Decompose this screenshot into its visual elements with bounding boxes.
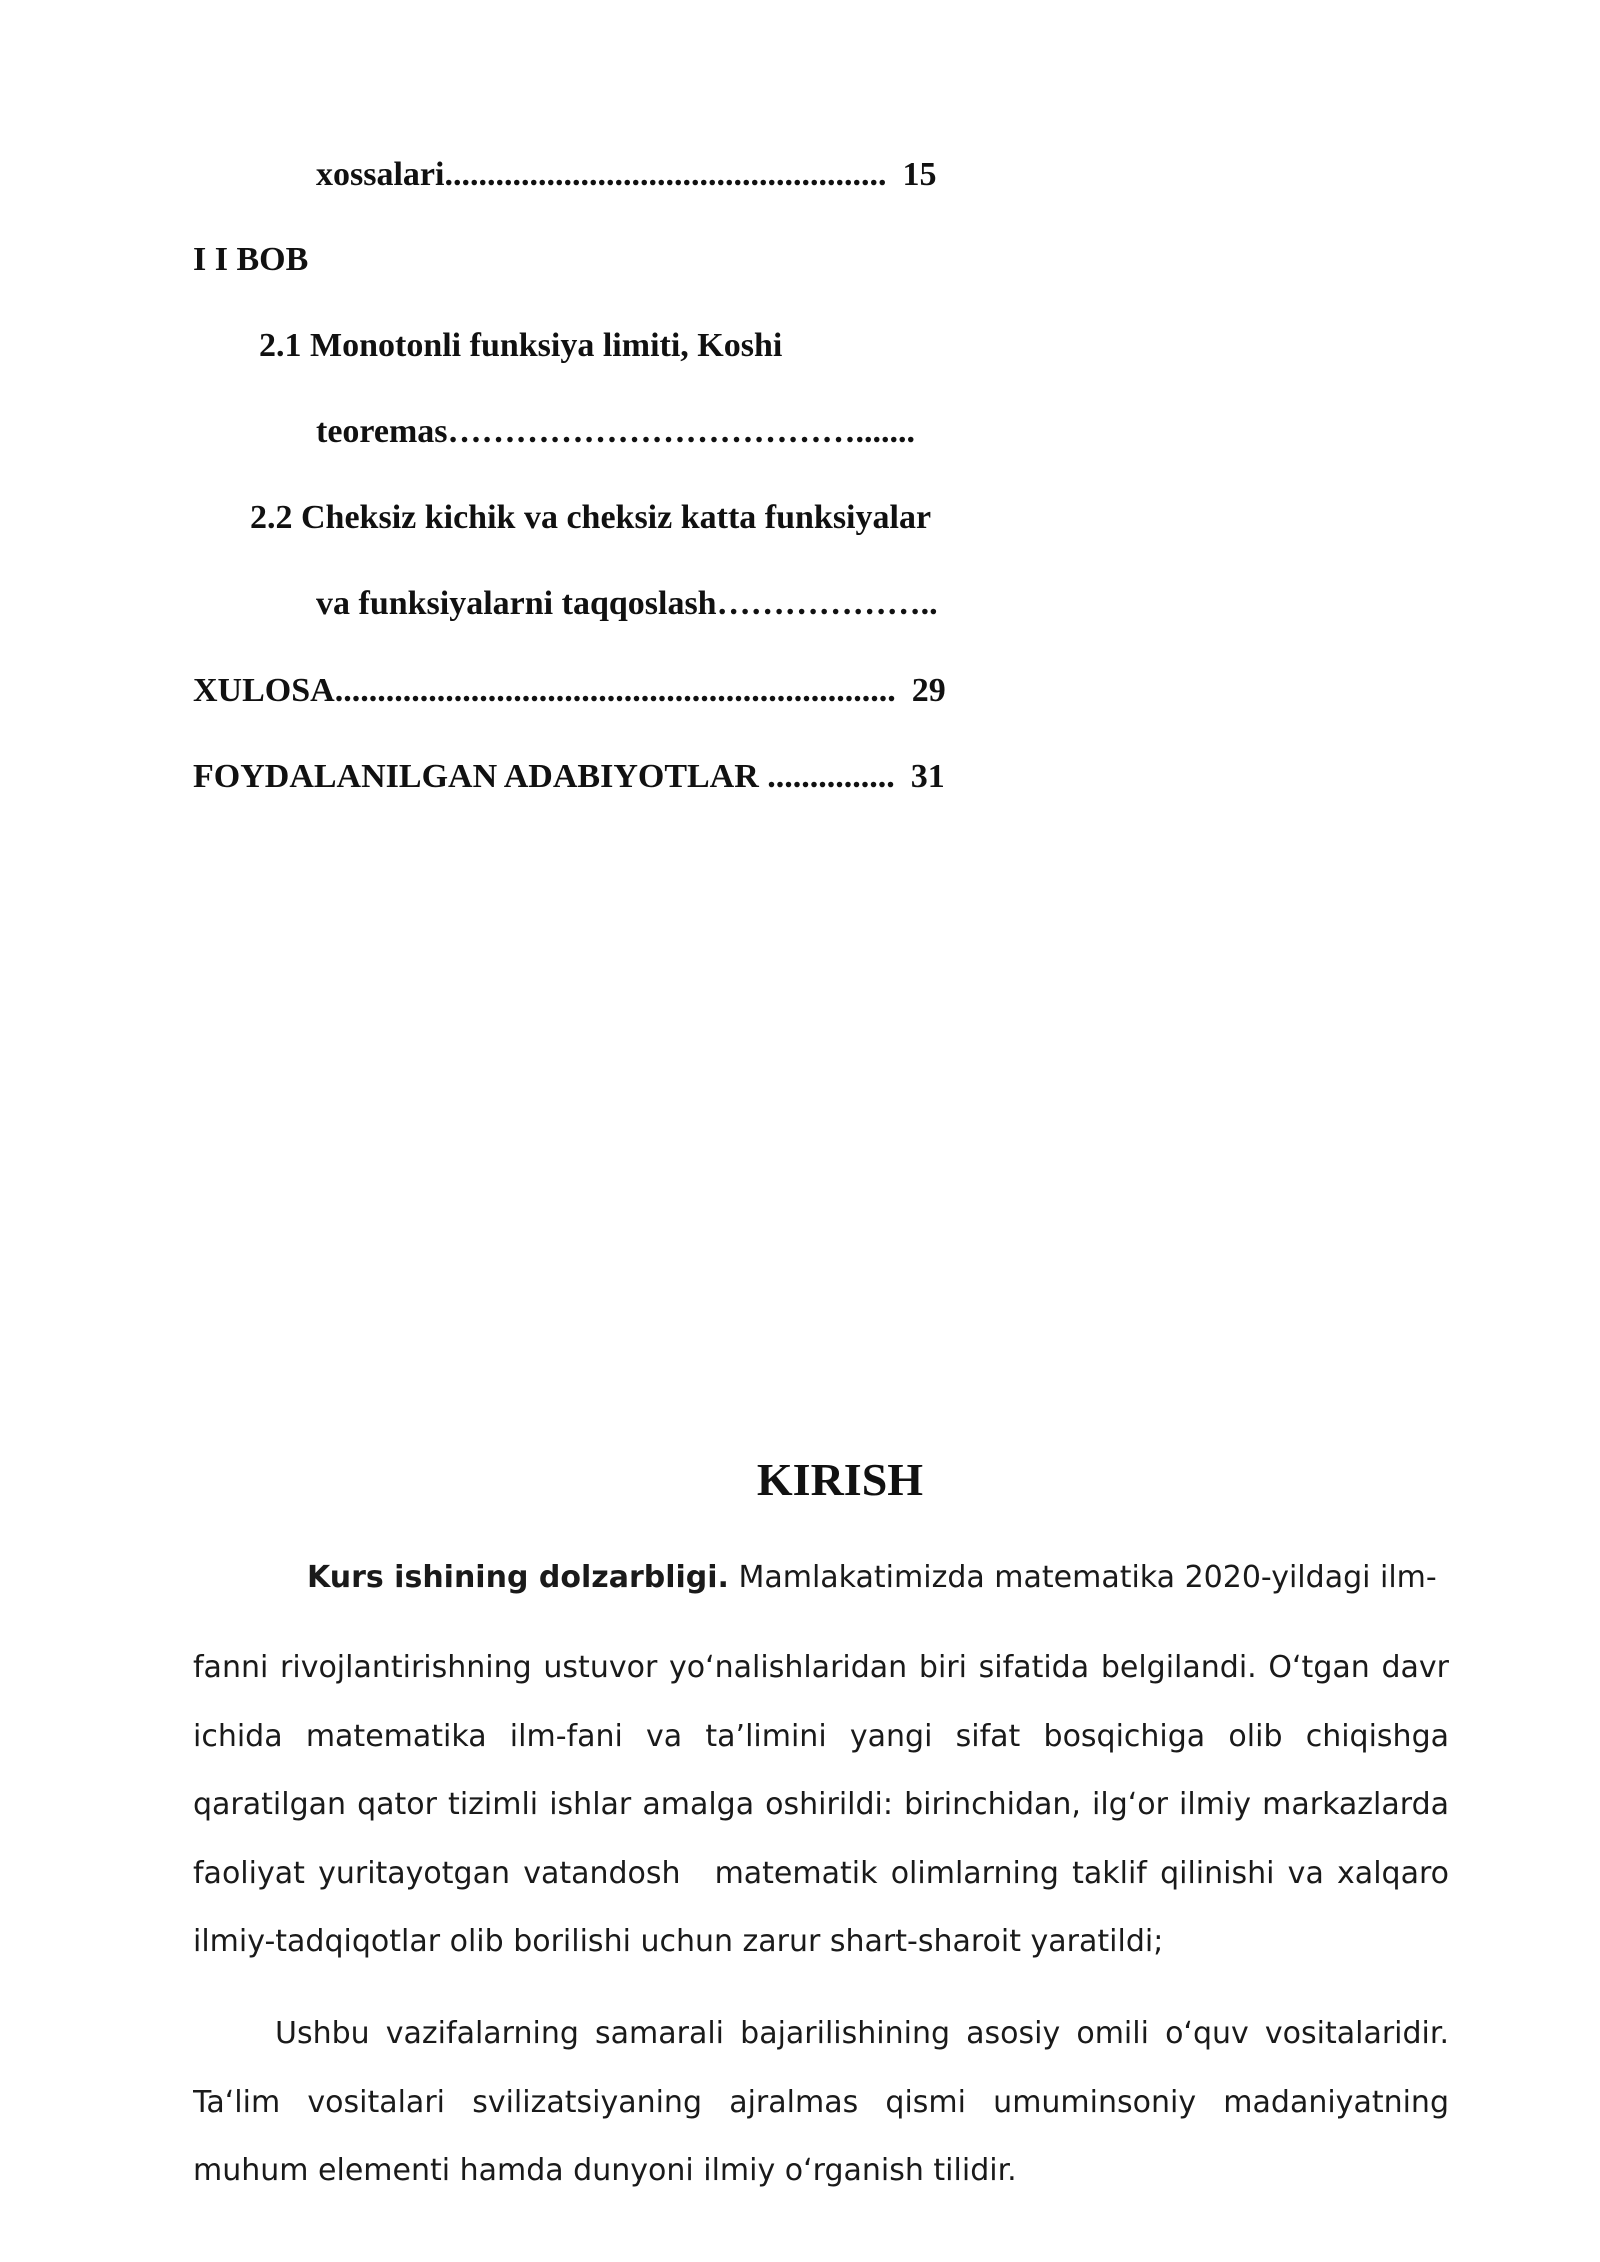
toc-entry-label: FOYDALANILGAN ADABIYOTLAR ...............: [193, 758, 895, 795]
toc-entry-page: 29: [911, 672, 946, 709]
toc-entry: [316, 155, 936, 195]
section-title: KIRISH: [756, 1454, 924, 1505]
toc-entry-label: XULOSA..................................................................: [193, 672, 896, 709]
paragraph-line-part: matematik olimlarning taklif qilinishi va xalqaro: [714, 1855, 1449, 1891]
paragraph-line: qaratilgan qator tizimli ishlar amalga oshirildi: birinchidan, ilgʻor ilmiy markazlarda: [193, 1787, 1449, 1822]
toc-entry-label: 2.1 Monotonli funksiya limiti, Koshi: [259, 327, 783, 364]
toc-entry: [259, 326, 782, 366]
toc-entry: [193, 757, 945, 797]
intro-first-line: [307, 1556, 1437, 1600]
toc-entry-page: 31: [910, 758, 945, 795]
intro-rest: Mamlakatimizda matematika 2020-yildagi ilm-: [728, 1560, 1437, 1595]
intro-lead: Kurs ishining dolzarbligi.: [307, 1560, 729, 1595]
toc-entry-label: 2.2 Cheksiz kichik va cheksiz katta funksiyalar: [250, 499, 932, 536]
toc-entry-label: xossalari....................................................: [316, 156, 887, 193]
paragraph-line-split: [193, 1840, 1449, 1909]
toc-entry: [193, 671, 946, 711]
toc-entry-continuation: [316, 584, 938, 624]
paragraph-line: fanni rivojlantirishning ustuvor yoʻnalishlaridan biri sifatida belgilandi. Oʻtgan davr: [193, 1650, 1449, 1685]
paragraph-line: muhum elementi hamda dunyoni ilmiy oʻrganish tilidir.: [193, 2153, 1017, 2188]
toc-entry-label: va funksiyalarni taqqoslash………………..: [316, 585, 938, 622]
paragraph-line: Ushbu vazifalarning samarali bajarilishining asosiy omili oʻquv vositalaridir.: [275, 2016, 1449, 2051]
toc-chapter-heading: [193, 240, 308, 280]
intro-paragraph-1: [193, 1634, 1449, 1977]
toc-entry-label: teoremas……………………………….......: [316, 413, 916, 450]
paragraph-line-part: faoliyat yuritayotgan vatandosh: [193, 1855, 681, 1891]
paragraph-line: Taʻlim vositalari svilizatsiyaning ajralmas qismi umuminsoniy madaniyatning: [193, 2084, 1449, 2120]
toc-entry-label: I I BOB: [193, 241, 309, 278]
toc-entry-continuation: [316, 412, 915, 452]
toc-entry-page: 15: [902, 156, 937, 193]
paragraph-line: ilmiy-tadqiqotlar olib borilishi uchun zarur shart-sharoit yaratildi;: [193, 1924, 1164, 1959]
toc-entry: [250, 498, 931, 538]
intro-paragraph-2: [193, 2000, 1449, 2206]
paragraph-line: ichida matematika ilm-fani va ta’limini yangi sifat bosqichiga olib chiqishga: [193, 1718, 1449, 1754]
